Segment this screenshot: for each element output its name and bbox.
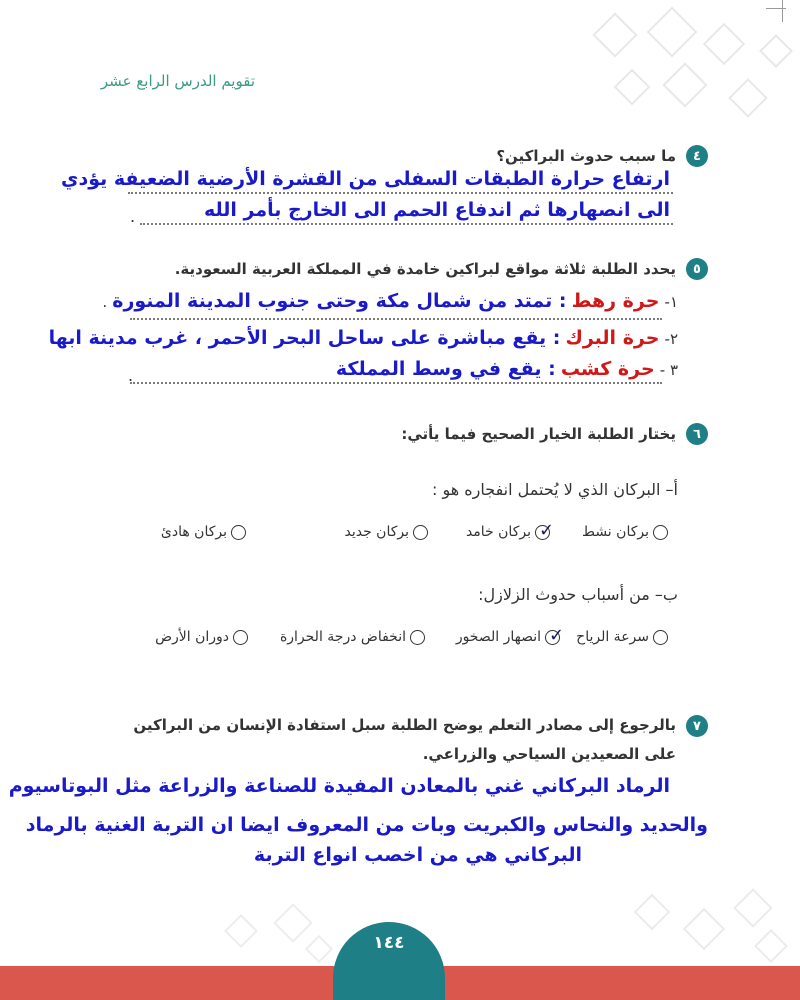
option-label: دوران الأرض <box>155 629 229 645</box>
radio-circle[interactable] <box>233 630 248 645</box>
question-7-answer-line3: البركاني هي من اخصب انواع التربة <box>253 844 582 866</box>
lesson-title: تقويم الدرس الرابع عشر <box>100 72 255 90</box>
question-5-text: يحدد الطلبة ثلاثة مواقع لبراكين خامدة في المملكة العربية السعودية. <box>174 260 676 278</box>
question-5-item-3 <box>336 358 678 380</box>
radio-circle-checked[interactable] <box>545 624 565 646</box>
question-5-item-2 <box>49 327 678 349</box>
answer-line <box>128 192 673 194</box>
question-4-answer-line1: ارتفاع حرارة الطبقات السفلى من القشرة الأرضية الضعيفة يؤدي <box>61 168 670 190</box>
option-wind-speed[interactable] <box>576 629 668 645</box>
question-4-text: ما سبب حدوث البراكين؟ <box>496 147 676 165</box>
option-label: بركان جديد <box>344 524 409 540</box>
question-7-answer-line2: والحديد والنحاس والكبريت وبات من المعروف ايضا ان التربة الغنية بالرماد <box>25 814 708 836</box>
answer-line <box>130 382 662 384</box>
decorative-pattern-bottom-right <box>620 880 800 970</box>
volcano-description: : تمتد من شمال مكة وحتى جنوب المدينة المنورة <box>112 290 567 312</box>
option-temperature-drop[interactable] <box>280 629 425 645</box>
question-7-text-line2: على الصعيدين السياحي والزراعي. <box>422 745 676 763</box>
option-label: انصهار الصخور <box>455 629 541 645</box>
question-6-text: يختار الطلبة الخيار الصحيح فيما يأتي: <box>401 425 676 443</box>
item-number: ٢- <box>664 330 678 348</box>
radio-circle[interactable] <box>413 525 428 540</box>
radio-circle[interactable] <box>231 525 246 540</box>
volcano-description: : يقع مباشرة على ساحل البحر الأحمر ، غرب مدينة ابها <box>48 327 561 349</box>
volcano-description: : يقع في وسط المملكة <box>335 358 556 380</box>
volcano-name: حرة كشب <box>560 358 655 380</box>
page-number: ١٤٤ <box>373 933 405 953</box>
check-mark-icon: ✓ <box>549 624 565 646</box>
radio-circle[interactable] <box>653 525 668 540</box>
volcano-name: حرة رهط <box>571 290 660 312</box>
option-label: بركان خامد <box>465 524 531 540</box>
check-mark-icon: ✓ <box>539 519 555 541</box>
option-rock-melting[interactable] <box>455 624 565 646</box>
radio-circle-checked[interactable] <box>535 519 555 541</box>
option-new-volcano[interactable] <box>344 524 428 540</box>
option-earth-rotation[interactable] <box>155 629 248 645</box>
end-dot: . <box>130 207 136 226</box>
answer-line <box>140 223 673 225</box>
answer-line <box>130 318 662 320</box>
decorative-pattern-top <box>560 0 800 150</box>
option-label: بركان هادئ <box>160 524 227 540</box>
question-6a-text: أ– البركان الذي لا يُحتمل انفجاره هو : <box>431 480 678 499</box>
option-label: سرعة الرياح <box>576 629 649 645</box>
question-number-badge: ٦ <box>686 423 708 445</box>
item-number: ١- <box>664 293 678 311</box>
decorative-pattern-bottom-left <box>200 890 350 970</box>
question-4-answer-line2: الى انصهارها ثم اندفاع الحمم الى الخارج بأمر الله <box>203 199 670 221</box>
question-7-answer-line1: الرماد البركاني غني بالمعادن المفيدة للصناعة والزراعة مثل البوتاسيوم <box>8 775 670 797</box>
end-dot: . <box>128 366 134 385</box>
option-dormant-volcano[interactable] <box>465 519 555 541</box>
question-number-badge: ٤ <box>686 145 708 167</box>
option-calm-volcano[interactable] <box>161 524 246 540</box>
question-number-badge: ٥ <box>686 258 708 280</box>
question-number-badge: ٧ <box>686 715 708 737</box>
option-label: انخفاض درجة الحرارة <box>279 629 406 645</box>
option-active-volcano[interactable] <box>582 524 668 540</box>
question-5-item-1 <box>102 290 678 312</box>
question-7-text-line1: بالرجوع إلى مصادر التعلم يوضح الطلبة سبل استفادة الإنسان من البراكين <box>133 716 676 734</box>
radio-circle[interactable] <box>653 630 668 645</box>
question-6b-text: ب– من أسباب حدوث الزلازل: <box>478 585 678 604</box>
volcano-name: حرة البرك <box>565 327 660 349</box>
item-number: ٣ - <box>659 361 678 379</box>
radio-circle[interactable] <box>410 630 425 645</box>
end-dot: . <box>102 293 108 311</box>
option-label: بركان نشط <box>582 524 649 540</box>
